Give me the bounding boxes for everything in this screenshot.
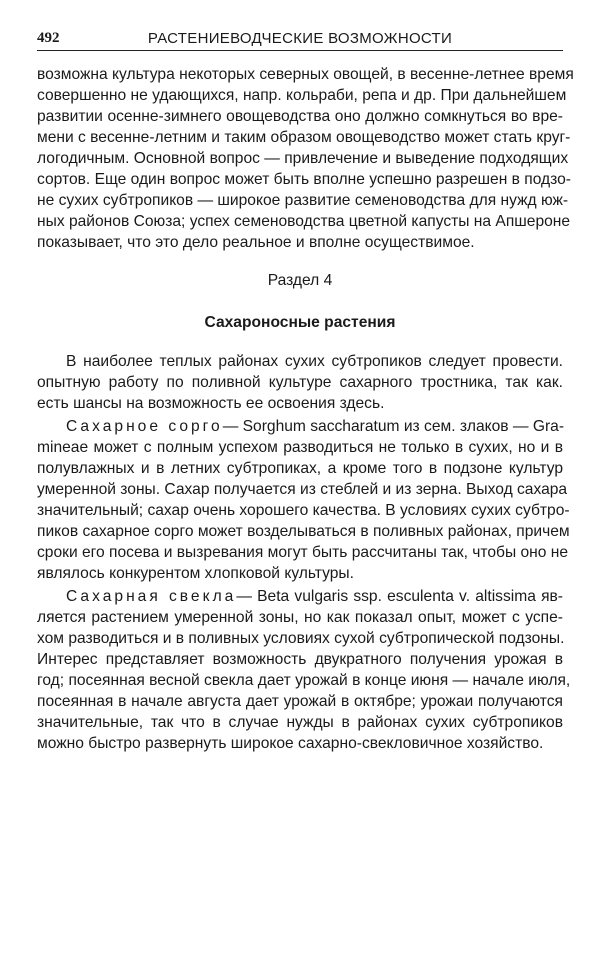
text-line: не сухих субтропиков — широкое развитие семеноводства для нужд юж- [37,192,569,209]
text-line: можно быстро развернуть широкое сахарно-свекловичное хозяйство. [37,735,544,752]
text-line: опытную работу по поливной культуре сахарного тростника, так как. [37,374,563,391]
text-line: ных районов Союза; успех семеноводства цветной капусты на Апшероне [37,213,571,230]
text-line: посеянная в начале августа дает урожай в октябре; урожаи получаются [37,693,563,710]
text-line: логодичным. Основной вопрос — привлечение и выведение подходящих [37,150,569,167]
term-sugar-sorghum: Сахарное сорго [66,418,223,435]
text-line: сроки его посева и вызревания могут быть рассчитаны так, чтобы оно не [37,544,569,561]
text-line: совершенно не удающихся, напр. кольраби, репа и др. При дальнейшем [37,87,567,104]
header-rule [37,50,563,51]
text-line: развитии осенне-зимнего овощеводства оно должно сомкнуться во вре- [37,108,563,125]
text-line: Интерес представляет возможность двукратного получения урожая в [37,651,563,668]
section-4-title: Сахароносные растения [204,314,396,331]
text-line: год; посеянная весной свекла дает урожай в конце июня — начале июля, [37,672,571,689]
text-line: мени с весенне-летним и таким образом овощеводство может стать круг- [37,129,571,146]
text-line: есть шансы на возможность ее освоения здесь. [37,395,385,412]
text-line: полувлажных и в летних субтропиках, а кроме того в подзоне культур [37,460,563,477]
term-sugar-beet: Сахарная свекла [66,588,237,605]
text-line: Сахарное сорго— Sorghum saccharatum из сем. злаков — Gra- [66,418,565,435]
text-line: являлось конкурентом хлопковой культуры. [37,565,354,582]
text-line: умеренной зоны. Сахар получается из стеблей и из зерна. Выход сахара [37,481,568,498]
text-line: возможна культура некоторых северных овощей, в весенне-летнее время [37,66,574,83]
page-number: 492 [37,30,60,46]
text-line: значительный; сахар очень хорошего качества. В условиях сухих субтро- [37,502,570,519]
text-line: показывает, что это дело реальное и вполне осуществимое. [37,234,475,251]
text-line: сортов. Еще один вопрос может быть вполне успешно разрешен в подзо- [37,171,571,188]
text-line: В наиболее теплых районах сухих субтропиков следует провести. [66,353,563,370]
text-line: пиков сахарное сорго может возделываться в поливных районах, причем [37,523,570,540]
text-line: хом разводиться и в поливных условиях сухой субтропической подзоны. [37,630,565,647]
text-line: ляется растением умеренной зоны, но как показал опыт, может с успе- [37,609,563,626]
text-line: Сахарная свекла— Beta vulgaris ssp. esculenta v. altissima яв- [66,588,563,605]
running-title: РАСТЕНИЕВОДЧЕСКИЕ ВОЗМОЖНОСТИ [147,30,453,47]
section-4-label: Раздел 4 [267,272,333,289]
text-line: значительные, так что в случае нужды в районах сухих субтропиков [37,714,563,731]
text-line: mineae может с полным успехом разводиться не только в сухих, но и в [37,439,563,456]
page-header [37,30,563,52]
